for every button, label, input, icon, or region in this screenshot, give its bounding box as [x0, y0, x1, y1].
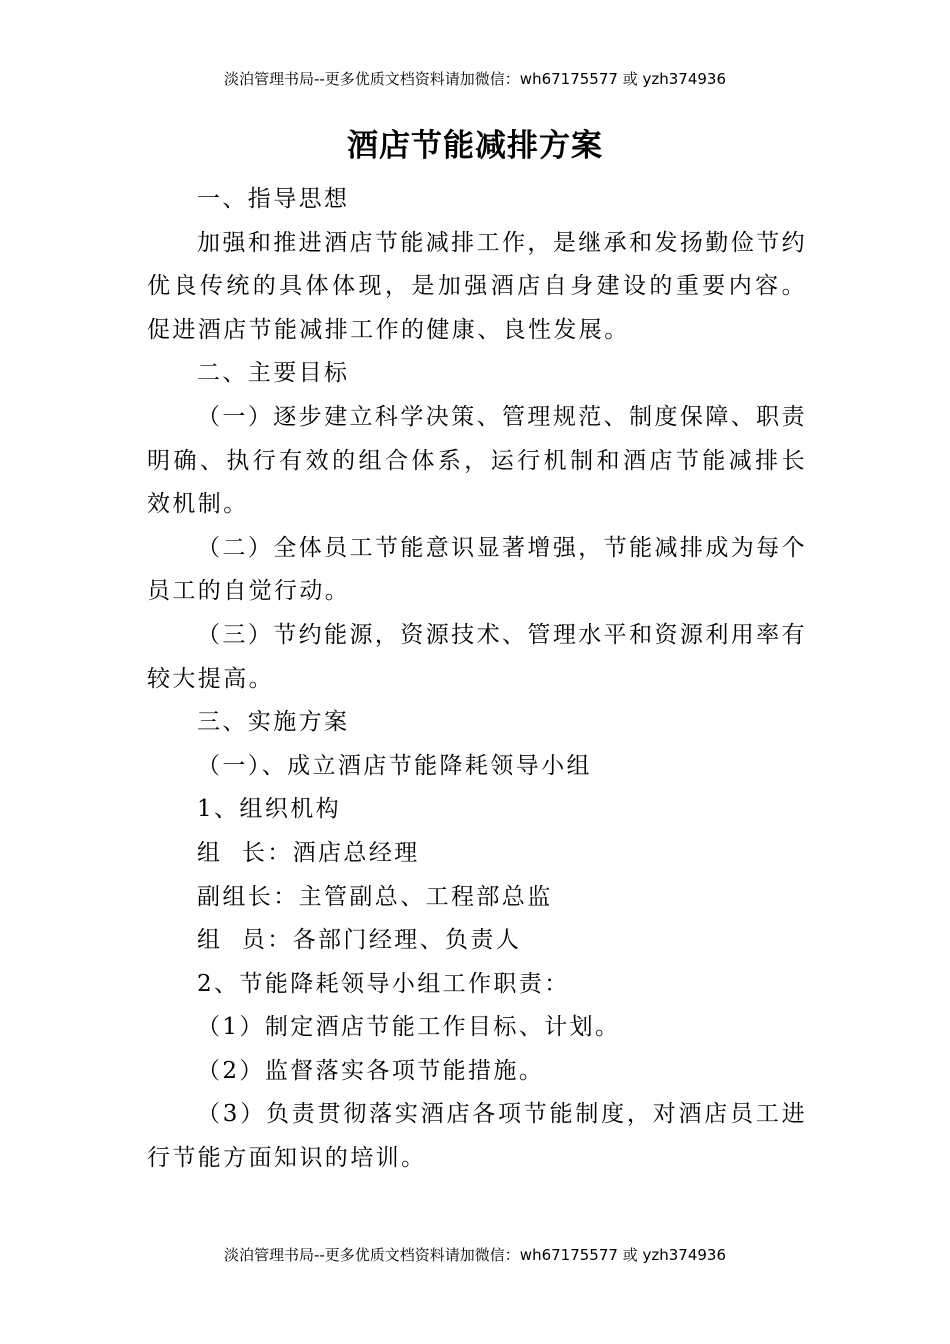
section-heading-main-goals: 二、主要目标: [197, 360, 350, 387]
item-deputy-leader: 副组长：主管副总、工程部总监: [197, 883, 553, 910]
paragraph-goal-3: （三）节约能源，资源技术、管理水平和资源利用率有较大提高。: [147, 621, 807, 692]
document-body: [147, 178, 807, 1181]
duty-1: （1）制定酒店节能工作目标、计划。: [197, 1014, 621, 1041]
subheading-leadership-group: （一）、成立酒店节能降耗领导小组: [197, 752, 592, 779]
paragraph-goal-2: （二）全体员工节能意识显著增强，节能减排成为每个员工的自觉行动。: [147, 534, 807, 605]
duty-2: （2）监督落实各项节能措施。: [197, 1057, 545, 1084]
duty-3: （3）负责贯彻落实酒店各项节能制度，对酒店员工进行节能方面知识的培训。: [147, 1101, 807, 1172]
section-heading-implementation: 三、实施方案: [197, 709, 350, 736]
item-group-duties: 2、节能降耗领导小组工作职责：: [197, 970, 570, 997]
paragraph-guiding-ideology: 加强和推进酒店节能减排工作，是继承和发扬勤俭节约优良传统的具体体现，是加强酒店自身建设的重要内容。促进酒店节能减排工作的健康、良性发展。: [147, 229, 807, 343]
document-title: 酒店节能减排方案: [347, 128, 603, 164]
item-group-leader: 组 长：酒店总经理: [197, 839, 420, 866]
page-footer: 淡泊管理书局--更多优质文档资料请加微信：wh67175577 或 yzh374936: [223, 1246, 726, 1264]
paragraph-goal-1: （一）逐步建立科学决策、管理规范、制度保障、职责明确、执行有效的组合体系，运行机制和酒店节能减排长效机制。: [147, 403, 807, 518]
item-group-members: 组 员：各部门经理、负责人: [197, 927, 522, 954]
page-header: 淡泊管理书局--更多优质文档资料请加微信：wh67175577 或 yzh374936: [223, 70, 726, 88]
section-heading-guiding-ideology: 一、指导思想: [197, 186, 350, 212]
item-organization: 1、组织机构: [197, 796, 342, 823]
